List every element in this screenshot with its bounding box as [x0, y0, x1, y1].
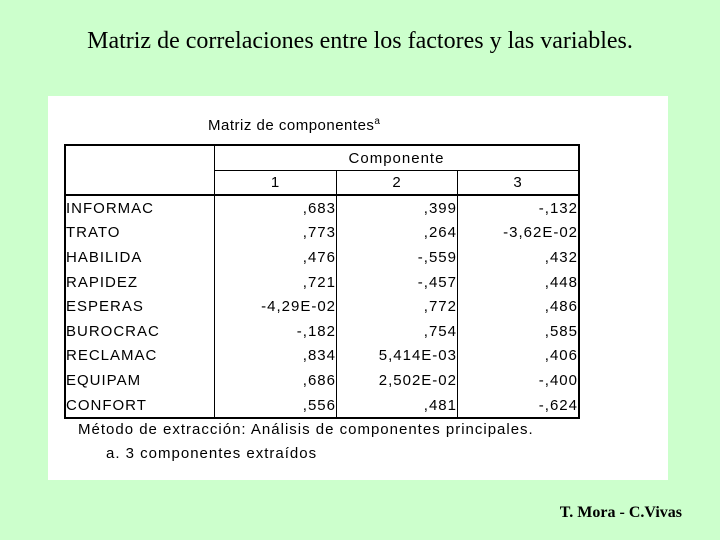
row-label: EQUIPAM: [65, 368, 215, 393]
column-header-2: 2: [337, 171, 458, 196]
table-row: [65, 319, 579, 344]
table-row: [65, 195, 579, 221]
row-label: ESPERAS: [65, 294, 215, 319]
header-componente: Componente: [215, 145, 580, 171]
cell-value: ,686: [215, 368, 337, 393]
cell-value: ,486: [458, 294, 580, 319]
cell-value: ,585: [458, 319, 580, 344]
table-header-row-group: [65, 145, 579, 171]
cell-value: -,400: [458, 368, 580, 393]
row-label: RAPIDEZ: [65, 270, 215, 295]
cell-value: ,772: [337, 294, 458, 319]
cell-value: -,132: [458, 195, 580, 221]
cell-value: ,683: [215, 195, 337, 221]
cell-value: ,448: [458, 270, 580, 295]
cell-value: ,556: [215, 393, 337, 419]
cell-value: -,624: [458, 393, 580, 419]
cell-value: -4,29E-02: [215, 294, 337, 319]
cell-value: ,476: [215, 245, 337, 270]
cell-value: ,264: [337, 221, 458, 246]
row-label: INFORMAC: [65, 195, 215, 221]
cell-value: -,457: [337, 270, 458, 295]
component-matrix-table: [64, 144, 580, 419]
cell-value: -,559: [337, 245, 458, 270]
cell-value: ,834: [215, 344, 337, 369]
cell-value: ,432: [458, 245, 580, 270]
cell-value: ,399: [337, 195, 458, 221]
column-header-3: 3: [458, 171, 580, 196]
cell-value: ,481: [337, 393, 458, 419]
table-row: [65, 221, 579, 246]
table-row: [65, 393, 579, 419]
cell-value: 5,414E-03: [337, 344, 458, 369]
cell-value: -3,62E-02: [458, 221, 580, 246]
row-label: RECLAMAC: [65, 344, 215, 369]
cell-value: ,721: [215, 270, 337, 295]
components-extracted-note: a. 3 componentes extraídos: [106, 445, 318, 462]
table-row: [65, 270, 579, 295]
header-corner-cell: [65, 145, 215, 195]
cell-value: -,182: [215, 319, 337, 344]
table-row: [65, 294, 579, 319]
column-header-1: 1: [215, 171, 337, 196]
table-caption-text: Matriz de componentes: [208, 117, 375, 134]
cell-value: ,406: [458, 344, 580, 369]
cell-value: ,754: [337, 319, 458, 344]
table-row: [65, 245, 579, 270]
caption-footnote-marker: a: [374, 116, 381, 127]
table-row: [65, 344, 579, 369]
cell-value: 2,502E-02: [337, 368, 458, 393]
cell-value: ,773: [215, 221, 337, 246]
slide-footer-authors: T. Mora - C.Vivas: [559, 504, 682, 521]
row-label: TRATO: [65, 221, 215, 246]
slide-title: Matriz de correlaciones entre los factores y las variables.: [87, 28, 633, 54]
row-label: CONFORT: [65, 393, 215, 419]
extraction-method-note: Método de extracción: Análisis de componentes principales.: [78, 421, 534, 438]
row-label: BUROCRAC: [65, 319, 215, 344]
row-label: HABILIDA: [65, 245, 215, 270]
table-caption: [208, 116, 380, 134]
table-row: [65, 368, 579, 393]
